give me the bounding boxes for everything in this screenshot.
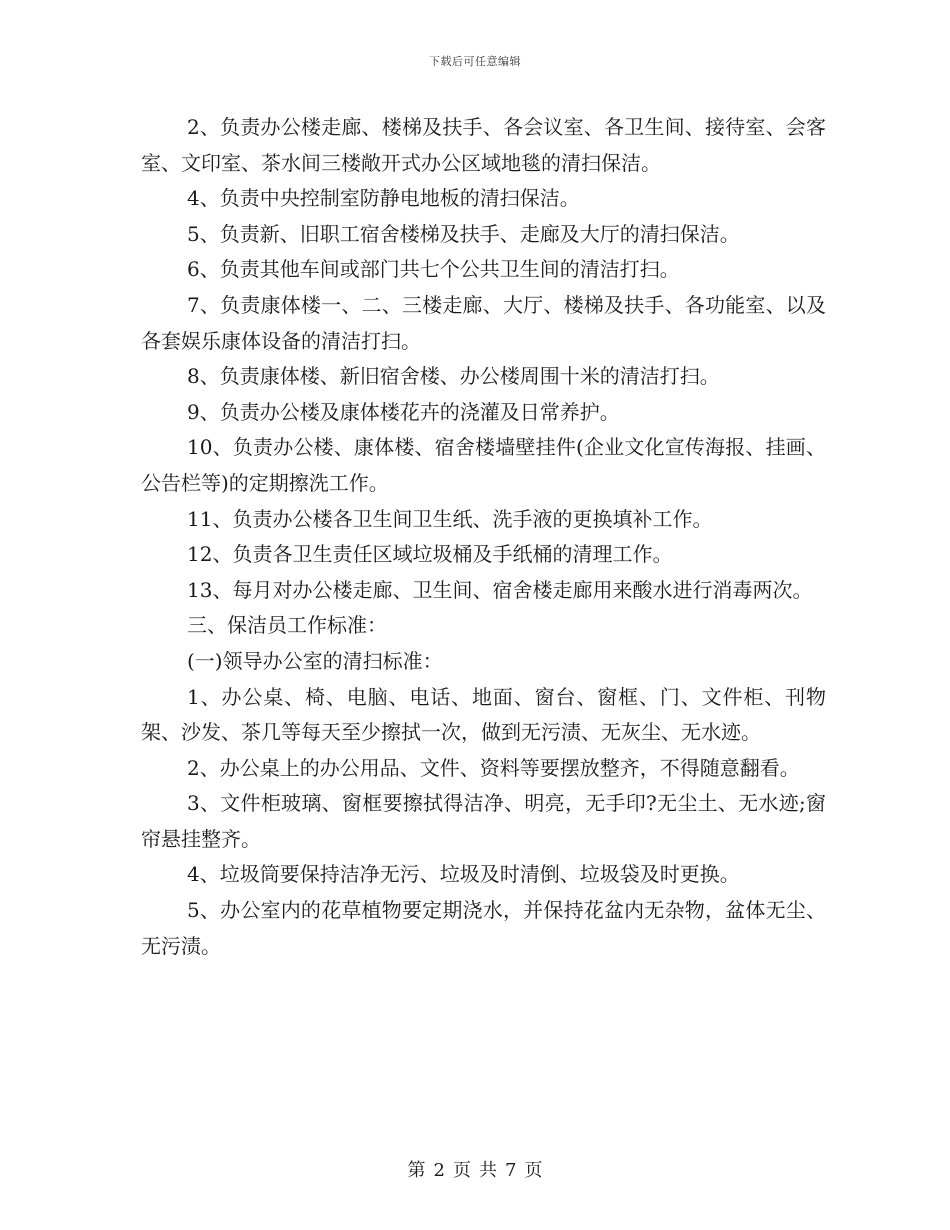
footer-label-page-unit: 页	[453, 1160, 471, 1181]
paragraph: 5、办公室内的花草植物要定期浇水，并保持花盆内无杂物，盆体无尘、无污渍。	[141, 898, 826, 958]
footer-total-pages: 7	[505, 1160, 517, 1181]
page-footer	[0, 1156, 950, 1182]
footer-current-page: 2	[433, 1160, 445, 1181]
paragraph: 6、负责其他车间或部门共七个公共卫生间的清洁打扫。	[187, 257, 680, 282]
paragraph: 5、负责新、旧职工宿舍楼梯及扶手、走廊及大厅的清扫保洁。	[187, 221, 740, 246]
paragraph: 12、负责各卫生责任区域垃圾桶及手纸桶的清理工作。	[187, 542, 673, 567]
paragraph: 13、每月对办公楼走廊、卫生间、宿舍楼走廊用来酸水进行消毒两次。	[187, 577, 813, 602]
footer-label-page: 第	[407, 1160, 426, 1181]
paragraph: 2、负责办公楼走廊、楼梯及扶手、各会议室、各卫生间、接待室、会客室、文印室、茶水间三楼敞开式办公区域地毯的清扫保洁。	[141, 115, 826, 175]
paragraph: 11、负责办公楼各卫生间卫生纸、洗手液的更换填补工作。	[187, 506, 713, 531]
paragraph: 7、负责康体楼一、二、三楼走廊、大厅、楼梯及扶手、各功能室、以及各套娱乐康体设备的清洁打扫。	[141, 292, 826, 353]
paragraph: 2、办公桌上的办公用品、文件、资料等要摆放整齐，不得随意翻看。	[187, 755, 800, 780]
paragraph: 1、办公桌、椅、电脑、电话、地面、窗台、窗框、门、文件柜、刊物架、沙发、茶几等每天至少擦拭一次，做到无污渍、无灰尘、无水迹。	[141, 684, 826, 745]
paragraph: 9、负责办公楼及康体楼花卉的浇灌及日常养护。	[187, 399, 620, 424]
paragraph: 4、垃圾筒要保持洁净无污、垃圾及时清倒、垃圾袋及时更换。	[187, 862, 740, 887]
section-heading: 三、保洁员工作标准：	[187, 613, 387, 638]
paragraph: 3、文件柜玻璃、窗框要擦拭得洁净、明亮，无手印?无尘土、无水迹;窗帘悬挂整齐。	[141, 791, 826, 851]
subsection-heading: (一)领导办公室的清扫标准：	[187, 648, 443, 673]
footer-label-total-unit: 页	[524, 1160, 543, 1181]
document-body	[141, 110, 826, 964]
page-header: 下载后可任意编辑	[429, 55, 521, 68]
paragraph: 4、负责中央控制室防静电地板的清扫保洁。	[187, 186, 580, 211]
paragraph: 10、负责办公楼、康体楼、宿舍楼墙壁挂件(企业文化宣传海报、挂画、公告栏等)的定期擦洗工作。	[141, 435, 826, 495]
footer-label-total: 共	[479, 1160, 497, 1181]
paragraph: 8、负责康体楼、新旧宿舍楼、办公楼周围十米的清洁打扫。	[187, 364, 720, 389]
